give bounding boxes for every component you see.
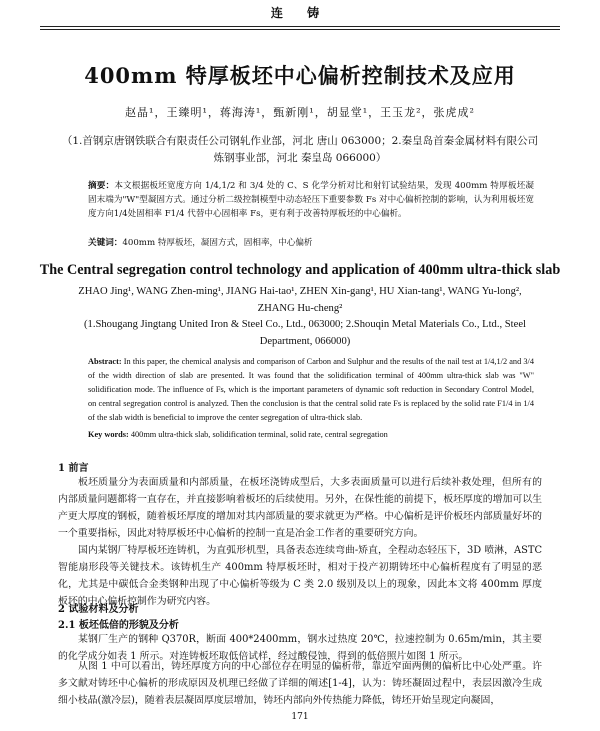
chinese-title: 400mm 特厚板坯中心偏析控制技术及应用 bbox=[84, 63, 516, 88]
chinese-keywords bbox=[88, 236, 534, 248]
section-1-paragraph-2: 国内某钢厂特厚板坯连铸机，为直弧形机型，具备表态连续弯曲-矫直，全程动态轻压下，3D 喷淋，ASTC 智能扇形段等关键技术。该铸机生产 400mm 特厚板坯时，相对于投产初期铸坯中心偏析程度有了明显的恶化，尤其是中碳低合金类钢种出现了中心偏析等级为 C 类 2.0 级别及以上的现象，因此本文将 400mm 厚度板坯的中心偏析控制作为研究内容。 bbox=[58, 545, 542, 607]
chinese-abstract bbox=[88, 179, 534, 222]
english-abstract bbox=[88, 355, 534, 425]
section-2-1-paragraph-2: 从图 1 中可以看出，铸坯厚度方向的中心部位存在明显的偏析带，靠近窄面两侧的偏析比中心处严重。许多文献对铸坯中心偏析的形成原因及机理已经做了详细的阐述[1-4]，认为：铸坯凝固过程中，表层因激冷生成细小枝晶(激冷层)，随着表层凝固厚度层增加，铸坯内部向外传热能力降低，铸坯开始呈现定向凝固， bbox=[58, 661, 542, 706]
chinese-affiliation: （1.首钢京唐钢铁联合有限责任公司钢轧作业部，河北 唐山 063000；2.秦皇岛首秦金属材料有限公司炼钢事业部，河北 秦皇岛 066000） bbox=[61, 135, 539, 164]
english-keywords-label: Key words: bbox=[88, 430, 129, 439]
chinese-keywords-text: 400mm 特厚板坯，凝固方式，固相率，中心偏析 bbox=[122, 238, 313, 248]
english-keywords bbox=[88, 430, 534, 439]
section-1-paragraph-1: 板坯质量分为表面质量和内部质量，在板坯浇铸成型后，大多表面质量可以进行后续补救处理，但所有的内部质量问题都将一直存在，并直接影响着板坯的后续使用。另外，在保性能的前提下，板坯厚度的增加可以生产更大厚度的钢板，随着板坯厚度的增加对其内部质量的要求就更为严格。中心偏析是评价板坯内部质量好坏的一个重要指标，因此对特厚板坯中心偏析的控制一直是冶金工作者的重要研究方向。 bbox=[58, 477, 542, 539]
section-2-1-heading: 2.1 板坯低倍的形貌及分析 bbox=[58, 620, 179, 631]
english-authors: ZHAO Jing¹, WANG Zhen-ming¹, JIANG Hai-tao¹, ZHEN Xin-gang¹, HU Xian-tang¹, WANG Yu-long², ZHANG Hu-cheng² bbox=[78, 286, 522, 314]
english-keywords-text: 400mm ultra-thick slab, solidification terminal, solid rate, central segregation bbox=[130, 430, 388, 439]
running-header: 连 铸 bbox=[270, 6, 330, 20]
header-rule-thin bbox=[40, 29, 560, 30]
english-abstract-label: Abstract: bbox=[88, 357, 122, 366]
english-abstract-text: In this paper, the chemical analysis and comparison of Carbon and Sulphur and the results of the nail test at 1/4,1/2 and 3/4 of the width direction of slab are presented. It was found that the solidification terminal of 400mm ultra-thick slab was "W" solidification mode. The influence of Fs, which is the important parameters of dynamic soft reduction in Secondary Control Model, on central segregation control is analyzed. Then the conclusion is that the central solid rate Fs is replaced by the solid rate F1/4 in 1/4 of the slab width is beneficial to improve the center segregation of ultra-thick slab. bbox=[88, 357, 534, 423]
header-rule bbox=[40, 26, 560, 27]
chinese-authors: 赵晶¹，王臻明¹，蒋海涛¹，甄新刚¹，胡显堂¹，王玉龙²，张虎成² bbox=[125, 106, 475, 119]
section-2-heading: 2 试验材料及分析 bbox=[58, 604, 139, 615]
chinese-abstract-text: 本文根据板坯宽度方向 1/4,1/2 和 3/4 处的 C、S 化学分析对比和射钉试验结果，发现 400mm 特厚板坯凝固末端为"W"型凝固方式。通过分析二级控制模型中动态轻压下重要参数 Fs 对中心偏析控制的影响，认为利用板坯宽度方向1/4处固相率 F1/4 代替中心固相率 Fs，更有利于改善特厚板坯的中心偏析。 bbox=[88, 181, 534, 220]
section-1-heading: 1 前言 bbox=[58, 463, 89, 474]
chinese-keywords-label: 关键词： bbox=[88, 238, 123, 248]
section-2-1-paragraph-1: 某钢厂生产的钢种 Q370R，断面 400*2400mm，钢水过热度 20℃，拉速控制为 0.65m/min，其主要的化学成分如表 1 所示。对连铸板坯取低倍试样，经过酸侵蚀，得到的低倍照片如图 1 所示。 bbox=[58, 634, 542, 662]
english-affiliation: (1.Shougang Jingtang United Iron & Steel Co., Ltd., 063000; 2.Shouqin Metal Materials Co., Ltd., Steel Department, 066000) bbox=[84, 319, 526, 347]
page-number: 171 bbox=[291, 712, 309, 722]
english-title: The Central segregation control technology and application of 400mm ultra-thick slab bbox=[39, 262, 561, 278]
chinese-abstract-label: 摘要： bbox=[88, 181, 115, 191]
